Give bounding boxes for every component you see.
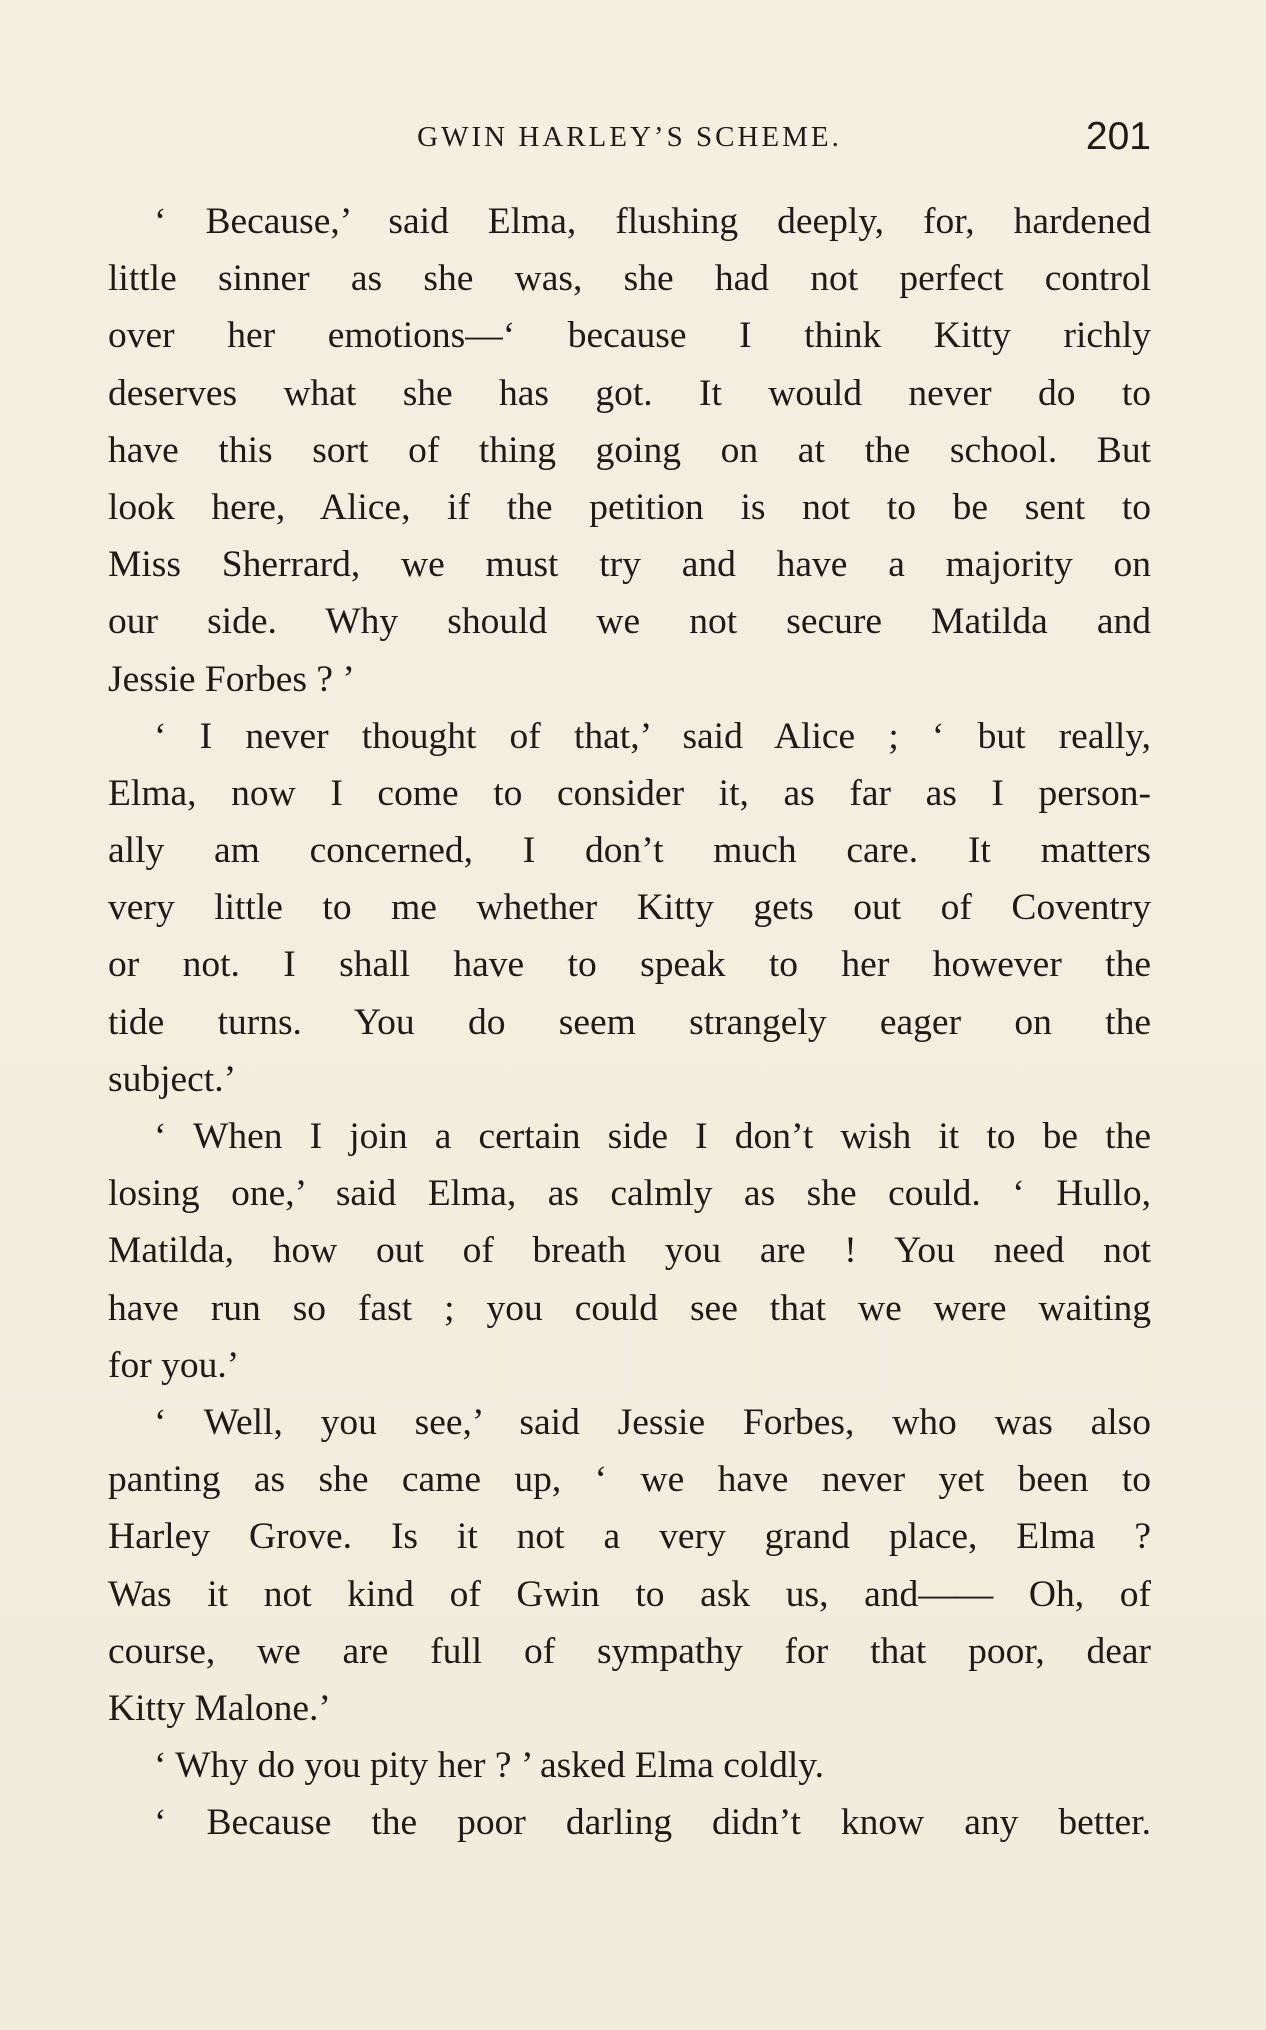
page-body [108, 193, 1151, 1851]
running-head: GWIN HARLEY’S SCHEME. [417, 121, 842, 153]
text-line: ‘ When I join a certain side I don’t wish it to be the [154, 1116, 1151, 1157]
text-line: deserves what she has got. It would never do to [108, 372, 1151, 414]
text-line: look here, Alice, if the petition is not to be sent to [108, 486, 1151, 528]
text-line: little sinner as she was, she had not perfect control [108, 258, 1151, 300]
text-line: course, we are full of sympathy for that poor, dear [108, 1630, 1151, 1672]
text-line: Elma, now I come to consider it, as far as I person- [108, 772, 1151, 814]
text-line: ‘ Because,’ said Elma, flushing deeply, for, hardened [154, 201, 1151, 242]
text-line: panting as she came up, ‘ we have never yet been to [108, 1459, 1151, 1501]
text-line: Miss Sherrard, we must try and have a majority on [108, 544, 1151, 586]
text-line: have run so fast ; you could see that we were waiting [108, 1287, 1151, 1329]
text-line: our side. Why should we not secure Matilda and [108, 601, 1151, 643]
text-line: Matilda, how out of breath you are ! You need not [108, 1230, 1151, 1272]
page-number: 201 [1085, 115, 1151, 158]
text-line: or not. I shall have to speak to her however the [108, 944, 1151, 986]
text-line: Kitty Malone.’ [108, 1687, 331, 1729]
text-line: ‘ I never thought of that,’ said Alice ; ‘ but really, [154, 715, 1151, 757]
text-line: ‘ Why do you pity her ? ’ asked Elma coldly. [154, 1745, 824, 1787]
text-line: losing one,’ said Elma, as calmly as she could. ‘ Hullo, [108, 1173, 1151, 1215]
text-line: have this sort of thing going on at the school. But [108, 429, 1151, 471]
text-line: ‘ Well, you see,’ said Jessie Forbes, who was also [154, 1401, 1151, 1443]
text-line: ally am concerned, I don’t much care. It matters [108, 830, 1151, 872]
page-header [108, 112, 1151, 162]
text-line: Was it not kind of Gwin to ask us, and—— Oh, of [108, 1573, 1151, 1615]
text-line: for you.’ [108, 1344, 240, 1386]
text-line: ‘ Because the poor darling didn’t know any better. [154, 1802, 1151, 1844]
text-line: tide turns. You do seem strangely eager on the [108, 1001, 1151, 1043]
text-line: subject.’ [108, 1058, 237, 1100]
text-line: over her emotions—‘ because I think Kitty richly [108, 315, 1151, 357]
text-line: Harley Grove. Is it not a very grand place, Elma ? [108, 1516, 1151, 1558]
text-line: very little to me whether Kitty gets out of Coventry [108, 887, 1151, 929]
text-line: Jessie Forbes ? ’ [108, 658, 355, 700]
